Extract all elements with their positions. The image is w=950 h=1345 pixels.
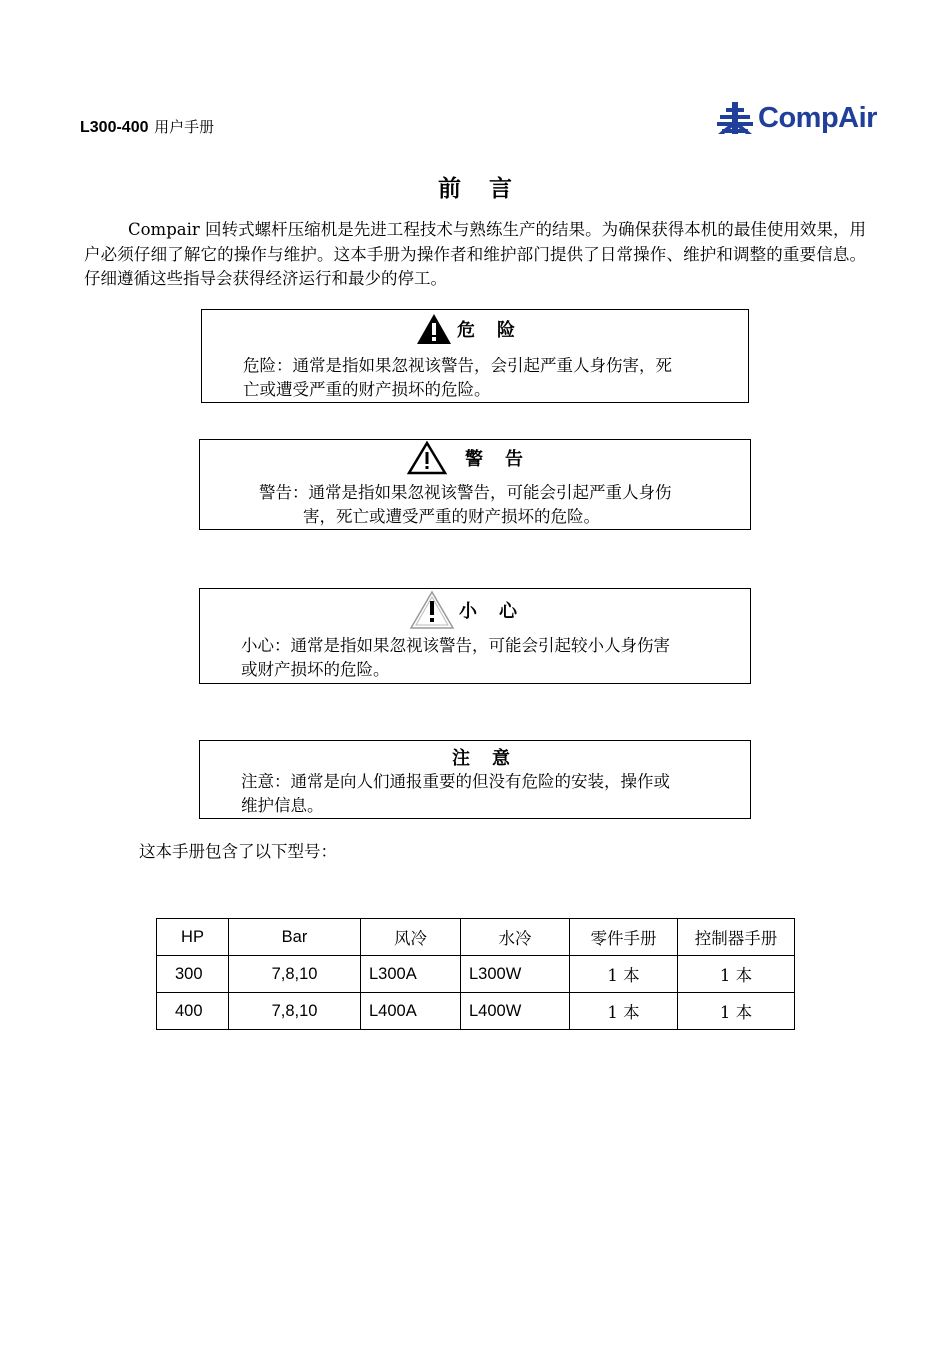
warning-text: [259, 481, 672, 529]
warning-title: 警告: [465, 449, 545, 470]
note-heading: [452, 744, 532, 770]
models-intro: 这本手册包含了以下型号：: [139, 842, 337, 861]
warning-line-2: 害，死亡或遭受严重的财产损坏的危险。: [303, 507, 600, 526]
document-model: L300-400: [80, 119, 149, 136]
table-header-cell: 水冷: [461, 919, 570, 956]
table-cell: L300A: [361, 956, 461, 993]
note-text: [241, 770, 670, 818]
danger-line-2: 亡或遭受严重的财产损坏的危险。: [243, 380, 491, 399]
caution-heading: [409, 590, 539, 630]
table-header-row: [157, 919, 795, 956]
document-title: [80, 116, 214, 137]
table-cell: 7,8,10: [229, 956, 361, 993]
table-row: [157, 993, 795, 1030]
models-table: [156, 918, 795, 1030]
intro-paragraph: Compair 回转式螺杆压缩机是先进工程技术与熟练生产的结果。为确保获得本机的最佳使用效果，用户必须仔细了解它的操作与维护。这本手册为操作者和维护部门提供了日常操作、维护和调整的重要信息。仔细遵循这些指导会获得经济运行和最少的停工。: [84, 220, 866, 288]
danger-heading: [415, 312, 537, 346]
note-title: 注意: [452, 748, 532, 769]
table-cell: 400: [157, 993, 229, 1030]
table-header-cell: 风冷: [361, 919, 461, 956]
page-heading: 前言: [438, 176, 540, 202]
compair-logo: [716, 98, 877, 138]
table-cell: 1 本: [678, 993, 795, 1030]
caution-text: [241, 634, 670, 682]
document-title-suffix: 用户手册: [154, 118, 215, 136]
note-line-2: 维护信息。: [241, 796, 324, 815]
table-cell: 300: [157, 956, 229, 993]
table-header-cell: HP: [157, 919, 229, 956]
table-cell: L400W: [461, 993, 570, 1030]
table-cell: 1 本: [570, 993, 678, 1030]
warning-heading: [407, 441, 545, 475]
table-cell: L400A: [361, 993, 461, 1030]
table-cell: 7,8,10: [229, 993, 361, 1030]
table-row: [157, 956, 795, 993]
table-cell: 1 本: [678, 956, 795, 993]
warning-filled-icon: [415, 312, 453, 346]
danger-line-1: 危险：通常是指如果忽视该警告，会引起严重人身伤害，死: [243, 356, 672, 375]
danger-title: 危险: [457, 320, 537, 341]
caution-line-2: 或财产损坏的危险。: [241, 660, 390, 679]
table-header-cell: Bar: [229, 919, 361, 956]
table-header-cell: 零件手册: [570, 919, 678, 956]
table-cell: 1 本: [570, 956, 678, 993]
warning-outline-icon: [407, 441, 447, 475]
caution-line-1: 小心：通常是指如果忽视该警告，可能会引起较小人身伤害: [241, 636, 670, 655]
table-header-cell: 控制器手册: [678, 919, 795, 956]
table-cell: L300W: [461, 956, 570, 993]
logo-wordmark: CompAir: [758, 101, 877, 134]
warning-line-1: 警告：通常是指如果忽视该警告，可能会引起严重人身伤: [259, 483, 672, 502]
caution-title: 小心: [459, 601, 539, 622]
compair-logo-icon: [716, 100, 754, 136]
caution-icon: [409, 590, 455, 630]
note-line-1: 注意：通常是向人们通报重要的但没有危险的安装，操作或: [241, 772, 670, 791]
danger-text: [243, 354, 672, 402]
